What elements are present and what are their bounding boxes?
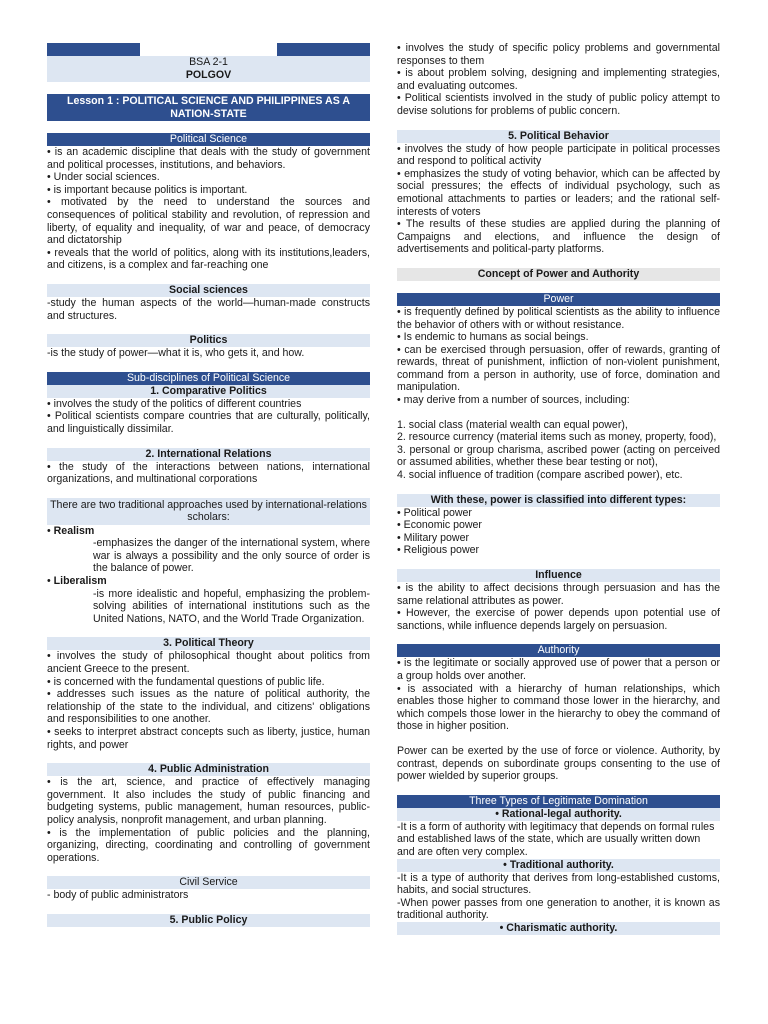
liberalism-item: • Liberalism [47, 575, 107, 588]
course-info [47, 56, 370, 82]
paragraph: • involves the study of specific policy problems and governmental responses to them [397, 42, 720, 67]
influence-heading: Influence [397, 569, 720, 582]
civil-service-heading: Civil Service [47, 876, 370, 889]
paragraph: • However, the exercise of power depends upon potential use of sanctions, while influence depends largely on persuasion. [397, 607, 720, 632]
subject-code: POLGOV [185, 69, 232, 81]
realism-item: • Realism [47, 524, 95, 537]
paragraph: • is frequently defined by political scientists as the ability to influence the behavior of others with or without resistance. [397, 305, 720, 331]
public-administration-heading: 4. Public Administration [47, 763, 370, 776]
left-column [47, 0, 370, 927]
header-bars [47, 43, 370, 56]
paragraph: • may derive from a number of sources, including: [397, 394, 630, 407]
power-authority-heading: Concept of Power and Authority [397, 268, 720, 281]
social-sciences-heading: Social sciences [47, 284, 370, 297]
politics-heading: Politics [47, 334, 370, 347]
paragraph: • involves the study of how people participate in political processes and respond to political activity [397, 142, 720, 168]
paragraph: • The results of these studies are applied during the planning of Campaigns and elections, and influence the design of advertisements and political-party platforms. [397, 218, 720, 256]
power-heading: Power [397, 293, 720, 306]
power-type-item: • Political power [397, 506, 472, 519]
paragraph: • reveals that the world of politics, along with its institutions,leaders, and citizens, is a complex and far-reaching one [47, 246, 370, 272]
politics-text: -is the study of power—what it is, who gets it, and how. [47, 347, 305, 360]
authority-note: Power can be exerted by the use of force or violence. Authority, by contrast, depends on subordinate groups consenting to the use of power wielded by superior groups. [397, 744, 720, 783]
political-theory-heading: 3. Political Theory [47, 637, 370, 650]
paragraph: • involves the study of the politics of different countries [47, 397, 302, 410]
public-policy-heading: 5. Public Policy [47, 914, 370, 927]
rational-legal-text: -It is a form of authority with legitimacy that depends on formal rules and established laws of the state, which are usually written down and are often very complex. [397, 820, 715, 858]
class-code: BSA 2-1 [189, 56, 228, 68]
header-bar-right [277, 43, 370, 56]
traditional-heading: • Traditional authority. [397, 859, 720, 872]
power-source-item: 4. social influence of tradition (compare ascribed power), etc. [397, 469, 683, 482]
power-type-item: • Military power [397, 531, 469, 544]
paragraph: • motivated by the need to understand the sources and consequences of political stability and revolution, of repression and liberty, of equality and inequality, of war and peace, of democracy and dictatorship [47, 196, 370, 247]
power-source-item: 3. personal or group charisma, ascribed power (acting on perceived or assumed abilities, whether these bear testing or not), [397, 443, 720, 469]
power-source-item: 2. resource currency (material items such as money, property, food), [397, 431, 717, 444]
authority-heading: Authority [397, 644, 720, 657]
domination-heading: Three Types of Legitimate Domination [397, 795, 720, 808]
paragraph: • is associated with a hierarchy of human relationships, which enables those higher to command those lower in the hierarchy, and which compels those lower in the hierarchy to obey the command of those in higher position. [397, 682, 720, 733]
power-type-item: • Economic power [397, 519, 482, 532]
paragraph: • Political scientists involved in the study of public policy attempt to devise solutions for problems of public concern. [397, 92, 720, 117]
paragraph: • the study of the interactions between nations, international organizations, and multinational corporations [47, 460, 370, 486]
realism-label: Realism [53, 524, 95, 537]
comparative-politics-heading: 1. Comparative Politics [47, 385, 370, 398]
political-science-body [47, 146, 370, 272]
rational-legal-heading: • Rational-legal authority. [397, 808, 720, 821]
paragraph: • involves the study of philosophical thought about politics from ancient Greece to the present. [47, 650, 370, 676]
social-sciences-text: -study the human aspects of the world—human-made constructs and structures. [47, 296, 370, 322]
paragraph: • is the legitimate or socially approved use of power that a person or a group holds over another. [397, 657, 720, 682]
liberalism-text: -is more idealistic and hopeful, emphasizing the problem-solving abilities of international institutions such as the United Nations, NATO, and the World Trade Organization. [93, 587, 370, 625]
traditional-text: -It is a type of authority that derives from long-established customs, habits, and social structures. [397, 871, 720, 897]
paragraph: • is concerned with the fundamental questions of public life. [47, 675, 325, 688]
political-behavior-heading: 5. Political Behavior [397, 130, 720, 143]
approaches-notice: There are two traditional approaches used by international-relations scholars: [47, 498, 370, 525]
paragraph: • emphasizes the study of voting behavior, which can be affected by social pressures; the effects of individual psychology, such as emotional attachments to parties or leaders; and the rational self-interests of voters [397, 167, 720, 218]
right-column [397, 42, 720, 935]
realism-text: -emphasizes the danger of the international system, where war is always a possibility and the only source of order is the balance of power. [93, 537, 370, 575]
political-science-heading: Political Science [47, 133, 370, 146]
lesson-title: Lesson 1 : POLITICAL SCIENCE AND PHILIPPINES AS A NATION-STATE [47, 94, 370, 121]
paragraph: • is about problem solving, designing and implementing strategies, and evaluating outcomes. [397, 67, 720, 92]
paragraph: • Under social sciences. [47, 171, 160, 184]
paragraph: • can be exercised through persuasion, offer of rewards, granting of rewards, threat of punishment, infliction of non-violent punishment, command from a person in authority, use of force, domination and manipulation. [397, 343, 720, 394]
power-type-item: • Religious power [397, 544, 480, 557]
civil-service-text: - body of public administrators [47, 889, 189, 902]
paragraph: • is the implementation of public policies and the planning, organizing, directing, coordinating and controlling of government operations. [47, 826, 370, 864]
paragraph: • addresses such issues as the nature of political authority, the relationship of the state to the individual, and citizens' obligations and responsibilities to one another. [47, 688, 370, 726]
international-relations-heading: 2. International Relations [47, 448, 370, 461]
paragraph: • is the art, science, and practice of effectively managing government. It also includes the study of public financing and budgeting systems, public management, human resources, public-policy analysis, nonprofit management, and urban planning. [47, 776, 370, 826]
header-bar-left [47, 43, 140, 56]
power-types-heading: With these, power is classified into different types: [397, 494, 720, 507]
subdisciplines-heading: Sub-disciplines of Political Science [47, 372, 370, 385]
paragraph: • is important because politics is important. [47, 183, 248, 196]
paragraph: • is the ability to affect decisions through persuasion and has the same relational attributes as power. [397, 582, 720, 607]
paragraph: • Political scientists compare countries that are culturally, politically, and linguistically dissimilar. [47, 410, 370, 435]
power-source-item: 1. social class (material wealth can equal power), [397, 418, 628, 431]
charismatic-heading: • Charismatic authority. [397, 922, 720, 935]
liberalism-label: Liberalism [53, 575, 107, 588]
paragraph: • Is endemic to humans as social beings. [397, 331, 589, 344]
paragraph: • seeks to interpret abstract concepts such as liberty, justice, human rights, and power [47, 726, 370, 751]
paragraph: • is an academic discipline that deals with the study of government and political processes, institutions, and behaviors. [47, 146, 370, 171]
traditional-text: -When power passes from one generation to another, it is known as traditional authority. [397, 896, 720, 922]
